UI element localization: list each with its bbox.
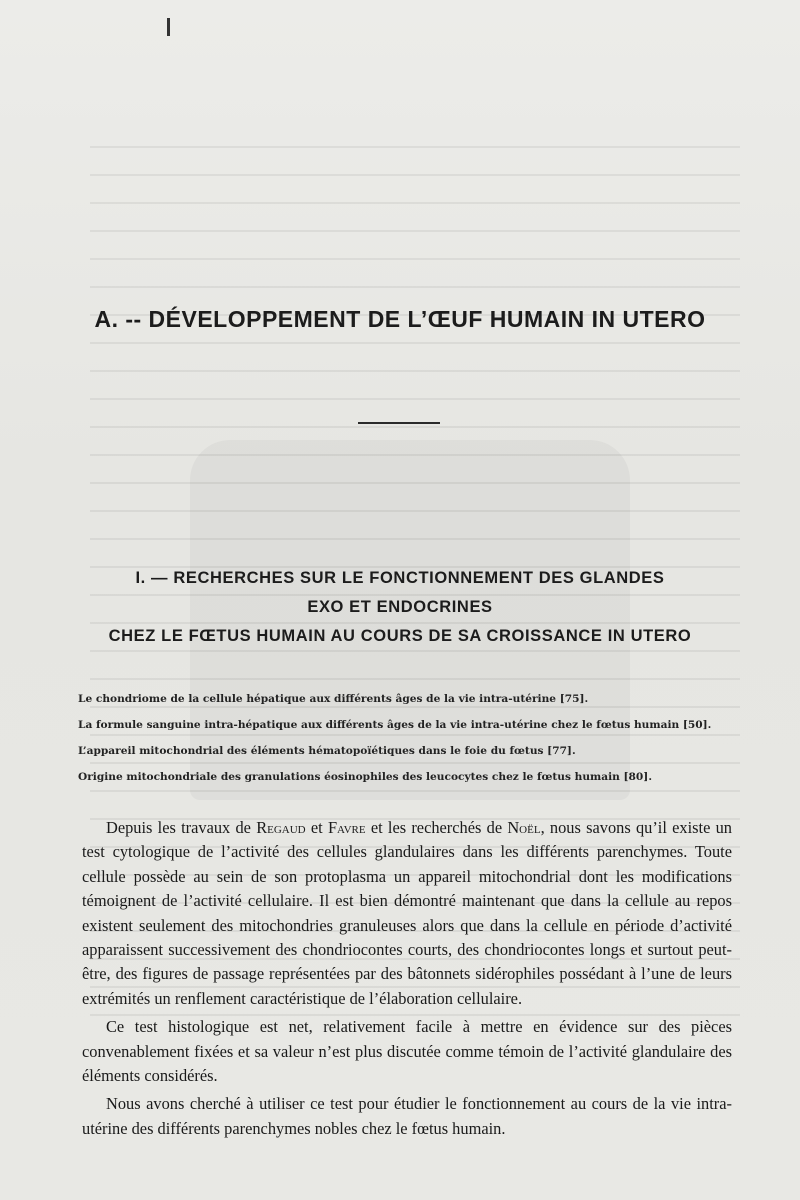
title-divider — [358, 422, 440, 424]
reference-item: L’appareil mitochondrial des éléments hématopoïétiques dans le foie du fœtus [77]. — [78, 745, 576, 757]
chapter-line-2: EXO ET ENDOCRINES — [307, 598, 493, 616]
reference-list — [78, 686, 738, 790]
paragraph — [82, 816, 732, 1011]
section-title: A. -- DÉVELOPPEMENT DE L’ŒUF HUMAIN IN UTERO — [94, 306, 706, 332]
author-name: Noël — [507, 818, 541, 837]
text-run: et les recherchés de — [365, 818, 508, 837]
chapter-line-1: I. — RECHERCHES SUR LE FONCTIONNEMENT DES GLANDES — [135, 569, 665, 587]
text-run: Depuis les travaux de — [106, 818, 257, 837]
text-run: et — [305, 818, 328, 837]
body-text — [82, 816, 732, 1145]
reference-item: La formule sanguine intra-hépatique aux différents âges de la vie intra-utérine chez le fœtus humain [50]. — [78, 719, 712, 731]
chapter-heading — [60, 564, 740, 651]
reference-item: Le chondriome de la cellule hépatique aux différents âges de la vie intra-utérine [75]. — [78, 693, 589, 705]
author-name: Favre — [327, 818, 366, 837]
author-name: Regaud — [256, 818, 306, 837]
chapter-line-3: CHEZ LE FŒTUS HUMAIN AU COURS DE SA CROISSANCE IN UTERO — [108, 627, 692, 645]
reference-item: Origine mitochondriale des granulations éosinophiles des leucocytes chez le fœtus humain [80]. — [78, 771, 653, 783]
paragraph: Ce test histologique est net, relativement facile à mettre en évidence sur des pièces convenablement fixées et sa valeur n’est plus discutée comme témoin de l’activité glandulaire des éléments considérés. — [82, 1017, 732, 1086]
text-run: , nous savons qu’il existe un test cytologique de l’activité des cellules glandulaires dans les différents parenchymes. Toute cellule possède au sein de son protoplasma un appareil mitochondrial dont les modifications témoignent de l’activité cellulaire. Il est bien démontré maintenant que dans la cellule au repos existent seulement des mitochondries granuleuses alors que dans la cellule en période d’activité apparaissent successivement des chondriocontes courts, des chondriocontes longs et surtout peut-être, des figures de passage représentées par des bâtonnets sidérophiles possédant à l’une de leurs extrémités un renflement caractéristique de l’élaboration cellulaire. — [82, 818, 732, 1008]
page-mark — [167, 18, 170, 36]
paragraph: Nous avons cherché à utiliser ce test pour étudier le fonctionnement au cours de la vie intra-utérine des différents parenchymes nobles chez le fœtus humain. — [82, 1094, 732, 1138]
